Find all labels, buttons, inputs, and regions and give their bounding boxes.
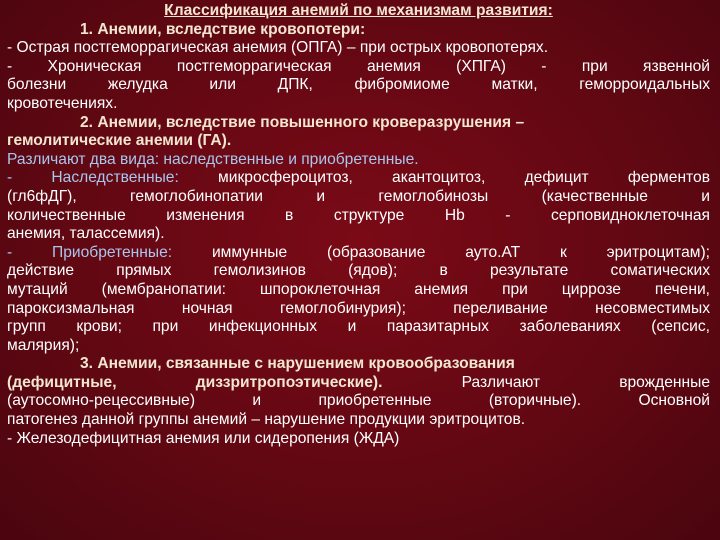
section-1-line: - Хроническая постгеморрагическая анемия (ХПГА) - при язвенной — [7, 57, 710, 75]
acquired-line — [7, 244, 710, 263]
acquired-label: - Приобретенные: — [7, 243, 173, 261]
section-3-line: - Железодефицитная анемия или сидеропения (ЖДА) — [7, 429, 400, 447]
acquired-line: мутаций (мембранопатии: шпороклеточная анемия при циррозе печени, — [7, 280, 710, 298]
section-3-line — [7, 374, 710, 393]
hereditary-line — [7, 169, 710, 188]
section-1-line: - Острая постгеморрагическая анемия (ОПГА) – при острых кровопотерях. — [7, 39, 549, 57]
hereditary-line: анемия, талассемия). — [7, 225, 165, 243]
section-2-heading: 2. Анемии, вследствие повышенного кроверазрушения – — [80, 113, 525, 131]
hereditary-line: количественные изменения в структуре Hb - серповидноклеточная — [7, 206, 710, 224]
section-3-bold: (дефицитные, диззритропоэтические). — [7, 373, 383, 391]
hereditary-text: микросфероцитоз, акантоцитоз, дефицит ферментов — [218, 169, 710, 187]
section-3-rest: Различают врожденные — [461, 373, 710, 391]
section-1-heading: 1. Анемии, вследствие кровопотери: — [80, 20, 366, 38]
acquired-line: групп крови; при инфекционных и паразитарных заболеваниях (сепсис, — [7, 318, 710, 336]
hereditary-line: (гл6фДГ), гемоглобинопатии и гемоглобинозы (качественные и — [7, 187, 710, 205]
section-3-heading: 3. Анемии, связанные с нарушением кровообразования — [80, 355, 515, 373]
section-2-heading-cont: гемолитические анемии (ГА). — [7, 132, 232, 150]
section-1-line: кровотечениях. — [7, 94, 118, 112]
slide-title: Классификация анемий по механизмам развития: — [164, 2, 553, 19]
acquired-text: иммунные (образование ауто.АТ к эритроцитам); — [211, 243, 710, 261]
section-1-line: болезни желудка или ДПК, фибромиоме матки, геморроидальных — [7, 76, 710, 94]
hereditary-label: - Наследственные: — [7, 169, 179, 187]
section-3-line: патогенез данной группы анемий – нарушение продукции эритроцитов. — [7, 411, 526, 429]
acquired-line: действие прямых гемолизинов (ядов); в результате соматических — [7, 262, 710, 280]
acquired-line: пароксизмальная ночная гемоглобинурия); переливание несовместимых — [7, 299, 710, 317]
section-2-intro: Различают два вида: наследственные и приобретенные. — [7, 150, 419, 168]
section-3-line: (аутосомно-рецессивные) и приобретенные (вторичные). Основной — [7, 392, 710, 410]
acquired-line: малярия); — [7, 336, 80, 354]
